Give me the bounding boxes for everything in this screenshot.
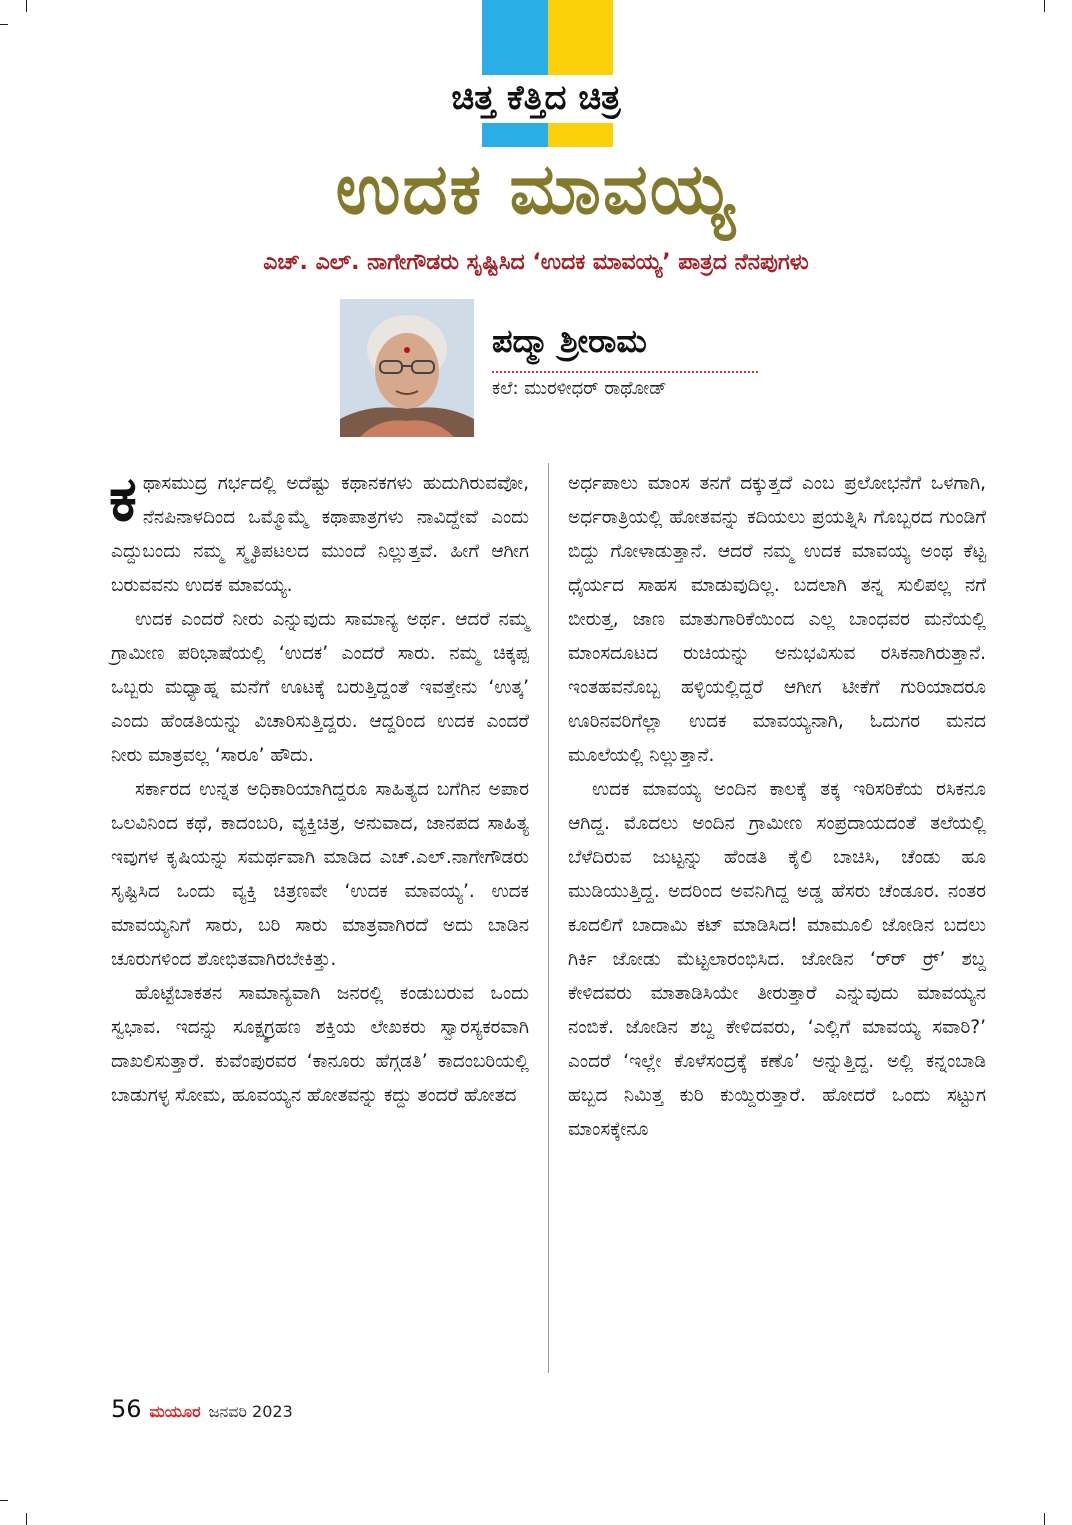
body-paragraph: ಉದಕ ಮಾವಯ್ಯ ಅಂದಿನ ಕಾಲಕ್ಕೆ ತಕ್ಕ ಇರಿಸರಿಕೆಯ ರಸಿಕನೂ ಆಗಿದ್ದ. ಮೊದಲು ಅಂದಿನ ಗ್ರಾಮೀಣ ಸಂಪ್ರದಾಯದಂತೆ ತಲೆಯಲ್ಲಿ ಬೆಳೆದಿರುವ ಜುಟ್ಟನ್ನು ಹೆಂಡತಿ ಕೈಲಿ ಬಾಚಿಸಿ, ಚೆಂಡು ಹೂ ಮುಡಿಯುತ್ತಿದ್ದ. ಅದರಿಂದ ಅವನಿಗಿದ್ದ ಅಡ್ಡ ಹೆಸರು ಚೆಂಡೂರ. ನಂತರ ಕೂದಲಿಗೆ ಬಾದಾಮಿ ಕಟ್‌ ಮಾಡಿಸಿದ! ಮಾಮೂಲಿ ಜೋಡಿನ ಬದಲು ಗಿರ್ಕಿ ಜೋಡು ಮೆಟ್ಟಲಾರಂಭಿಸಿದ. ಜೋಡಿನ ‘ರ್‍ರ್‍ ರ್‍ರ್’ ಶಬ್ದ ಕೇಳಿದವರು ಮಾತಾಡಿಸಿಯೇ ತೀರುತ್ತಾರೆ ಎನ್ನುವುದು ಮಾವಯ್ಯನ ನಂಬಿಕೆ. ಜೋಡಿನ ಶಬ್ದ ಕೇಳಿದವರು, ‘ಎಲ್ಲಿಗೆ ಮಾವಯ್ಯ ಸವಾರಿ?’ ಎಂದರೆ ‘ಇಲ್ಲೇ ಕೊಳೆಸಂದ್ರಕ್ಕೆ ಕಣೊ’ ಅನ್ನುತ್ತಿದ್ದ. ಅಲ್ಲಿ ಕನ್ನಂಬಾಡಿ ಹಬ್ಬದ ನಿಮಿತ್ತ ಕುರಿ ಕುಯ್ದಿರುತ್ತಾರೆ. ಹೋದರೆ ಒಂದು ಸಟ್ಟುಗ ಮಾಂಸಕ್ಕೇನೂ bbox=[568, 779, 986, 1140]
page-number: 56 bbox=[111, 1395, 142, 1423]
article-column-left bbox=[109, 462, 529, 1113]
body-paragraph bbox=[109, 462, 529, 603]
crop-mark-bottom-left-v bbox=[26, 1513, 27, 1525]
article-column-right bbox=[568, 467, 986, 1147]
article-subtitle: ಎಚ್‌. ಎಲ್‌. ನಾಗೇಗೌಡರು ಸೃಷ್ಟಿಸಿದ ‘ಉದಕ ಮಾವಯ್ಯ’ ಪಾತ್ರದ ನೆನಪುಗಳು bbox=[263, 250, 809, 275]
crop-mark-top-left bbox=[26, 0, 27, 12]
header-color-blocks bbox=[482, 0, 613, 147]
drop-cap: ಕ bbox=[109, 462, 137, 535]
author-divider bbox=[492, 371, 758, 373]
page-footer bbox=[111, 1395, 293, 1427]
body-paragraph: ಅರ್ಧಪಾಲು ಮಾಂಸ ತನಗೆ ದಕ್ಕುತ್ತದೆ ಎಂಬ ಪ್ರಲೋಭನೆಗೆ ಒಳಗಾಗಿ, ಅರ್ಧರಾತ್ರಿಯಲ್ಲಿ ಹೋತವನ್ನು ಕದಿಯಲು ಪ್ರಯತ್ನಿಸಿ ಗೊಬ್ಬರದ ಗುಂಡಿಗೆ ಬಿದ್ದು ಗೋಳಾಡುತ್ತಾನೆ. ಆದರೆ ನಮ್ಮ ಉದಕ ಮಾವಯ್ಯ ಅಂಥ ಕೆಟ್ಟ ಧೈರ್ಯದ ಸಾಹಸ ಮಾಡುವುದಿಲ್ಲ. ಬದಲಾಗಿ ತನ್ನ ಸುಲಿಪಲ್ಲ ನಗೆ ಬೀರುತ್ತ, ಜಾಣ ಮಾತುಗಾರಿಕೆಯಿಂದ ಎಲ್ಲ ಬಾಂಧವರ ಮನೆಯಲ್ಲಿ ಮಾಂಸದೂಟದ ರುಚಿಯನ್ನು ಅನುಭವಿಸುವ ರಸಿಕನಾಗಿರುತ್ತಾನೆ. ಇಂತಹವನೊಬ್ಬ ಹಳ್ಳಿಯಲ್ಲಿದ್ದರೆ ಆಗೀಗ ಟೀಕೆಗೆ ಗುರಿಯಾದರೂ ಊರಿನವರಿಗೆಲ್ಲಾ ಉದಕ ಮಾವಯ್ಯನಾಗಿ, ಓದುಗರ ಮನದ ಮೂಲೆಯಲ್ಲಿ ನಿಲ್ಲುತ್ತಾನೆ. bbox=[568, 473, 986, 766]
blue-block bbox=[482, 0, 548, 147]
column-divider bbox=[548, 463, 549, 1373]
paragraph-text: ಥಾಸಮುದ್ರ ಗರ್ಭದಲ್ಲಿ ಅದೆಷ್ಟು ಕಥಾನಕಗಳು ಹುದುಗಿರುವವೋ, ನೆನಪಿನಾಳದಿಂದ ಒಮ್ಮೊಮ್ಮೆ ಕಥಾಪಾತ್ರಗಳು ನಾವಿದ್ದೇವೆ ಎಂದು ಎದ್ದುಬಂದು ನಮ್ಮ ಸ್ಮೃತಿಪಟಲದ ಮುಂದೆ ನಿಲ್ಲುತ್ತವೆ. ಹೀಗೆ ಆಗೀಗ ಬರುವವನು ಉದಕ ಮಾವಯ್ಯ. bbox=[111, 473, 529, 596]
artist-credit: ಕಲೆ: ಮುರಳೀಧರ್‌ ರಾಥೋಡ್‌ bbox=[492, 378, 667, 399]
crop-mark-top-right bbox=[1044, 0, 1045, 12]
body-paragraph: ಹೊಟ್ಟೆಬಾಕತನ ಸಾಮಾನ್ಯವಾಗಿ ಜನರಲ್ಲಿ ಕಂಡುಬರುವ ಒಂದು ಸ್ವಭಾವ. ಇದನ್ನು ಸೂಕ್ಷ್ಮಗ್ರಹಣ ಶಕ್ತಿಯ ಲೇಖಕರು ಸ್ವಾರಸ್ಯಕರವಾಗಿ ದಾಖಲಿಸುತ್ತಾರೆ. ಕುವೆಂಪುರವರ ‘ಕಾನೂರು ಹೆಗ್ಗಡತಿ’ ಕಾದಂಬರಿಯಲ್ಲಿ ಬಾಡುಗಳ್ಳ ಸೋಮ, ಹೂವಯ್ಯನ ಹೋತವನ್ನು ಕದ್ದು ತಂದರೆ ಹೋತದ bbox=[111, 983, 529, 1106]
crop-mark-bottom-right bbox=[1044, 1513, 1045, 1525]
author-photo bbox=[340, 299, 474, 437]
article-title: ಉದಕ ಮಾವಯ್ಯ bbox=[335, 148, 737, 230]
body-paragraph: ಸರ್ಕಾರದ ಉನ್ನತ ಅಧಿಕಾರಿಯಾಗಿದ್ದರೂ ಸಾಹಿತ್ಯದ ಬಗೆಗಿನ ಅಪಾರ ಒಲವಿನಿಂದ ಕಥೆ, ಕಾದಂಬರಿ, ವ್ಯಕ್ತಿಚಿತ್ರ, ಅನುವಾದ, ಜಾನಪದ ಸಾಹಿತ್ಯ ಇವುಗಳ ಕೃಷಿಯನ್ನು ಸಮರ್ಥವಾಗಿ ಮಾಡಿದ ಎಚ್‌.ಎಲ್‌.ನಾಗೇಗೌಡರು ಸೃಷ್ಟಿಸಿದ ಒಂದು ವ್ಯಕ್ತಿ ಚಿತ್ರಣವೇ ‘ಉದಕ ಮಾವಯ್ಯ’. ಉದಕ ಮಾವಯ್ಯನಿಗೆ ಸಾರು, ಬರಿ ಸಾರು ಮಾತ್ರವಾಗಿರದೆ ಅದು ಬಾಡಿನ ಚೂರುಗಳಿಂದ ಶೋಭಿತವಾಗಿರಬೇಕಿತ್ತು. bbox=[111, 779, 529, 970]
crop-mark-top-left-h bbox=[0, 24, 8, 25]
crop-mark-bottom-left bbox=[0, 1500, 8, 1501]
author-portrait-image bbox=[340, 299, 474, 437]
section-kicker: ಚಿತ್ತ ಕೆತ್ತಿದ ಚಿತ್ರ bbox=[451, 78, 621, 118]
yellow-block bbox=[548, 0, 613, 147]
magazine-logo: ಮಯೂರ bbox=[149, 1402, 201, 1421]
author-name: ಪದ್ಮಾ ಶ್ರೀರಾಮ bbox=[492, 322, 647, 360]
body-paragraph: ಉದಕ ಎಂದರೆ ನೀರು ಎನ್ನುವುದು ಸಾಮಾನ್ಯ ಅರ್ಥ. ಆದರೆ ನಮ್ಮ ಗ್ರಾಮೀಣ ಪರಿಭಾಷೆಯಲ್ಲಿ ‘ಉದಕ’ ಎಂದರೆ ಸಾರು. ನಮ್ಮ ಚಿಕ್ಕಪ್ಪ ಒಬ್ಬರು ಮಧ್ಯಾಹ್ನ ಮನೆಗೆ ಊಟಕ್ಕೆ ಬರುತ್ತಿದ್ದಂತೆ ಇವತ್ತೇನು ‘ಉತ್ಕ’ ಎಂದು ಹೆಂಡತಿಯನ್ನು ವಿಚಾರಿಸುತ್ತಿದ್ದರು. ಆದ್ದರಿಂದ ಉದಕ ಎಂದರೆ ನೀರು ಮಾತ್ರವಲ್ಲ ‘ಸಾರೂ’ ಹೌದು. bbox=[111, 609, 529, 766]
issue-date: ಜನವರಿ 2023 bbox=[208, 1402, 293, 1421]
